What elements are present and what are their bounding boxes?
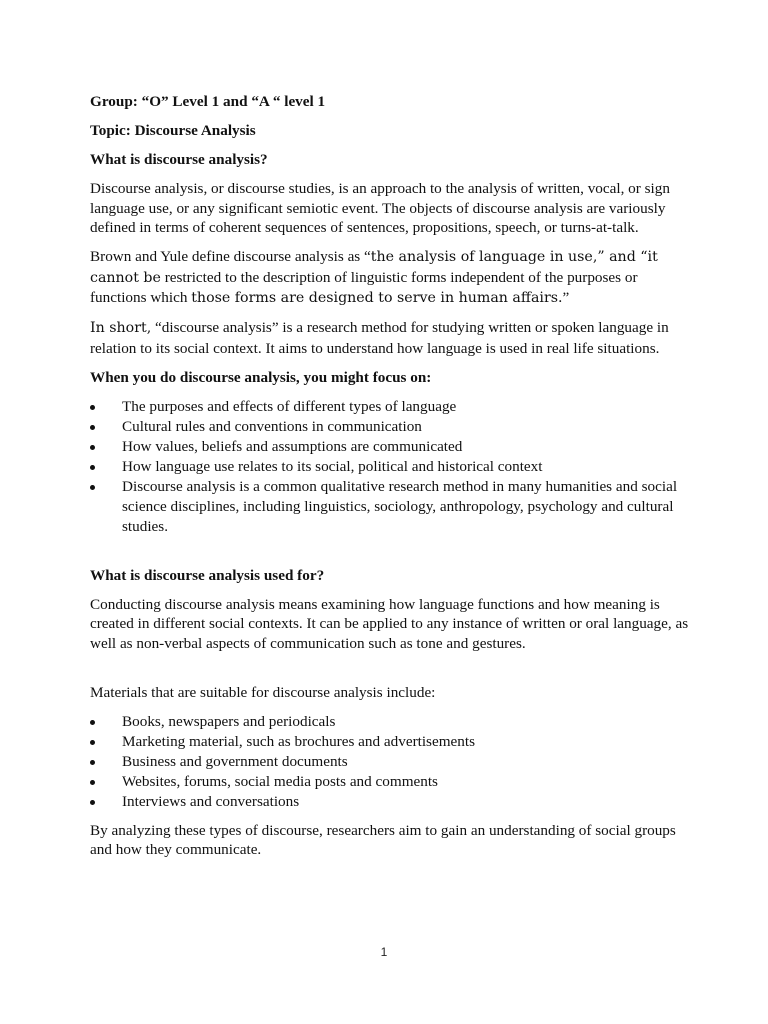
focus-heading: When you do discourse analysis, you might focus on: — [90, 368, 432, 386]
list-item — [90, 437, 690, 457]
question-heading-2: What is discourse analysis used for? — [90, 566, 325, 584]
list-item — [90, 772, 690, 792]
bullet-icon — [90, 445, 95, 450]
bullet-icon — [90, 465, 95, 470]
paragraph-brown-yule-part-3: restricted to the description of linguistic forms independent of the purposes or functions which — [90, 268, 638, 306]
spacer — [90, 546, 690, 566]
list-item — [90, 712, 690, 732]
bullet-icon — [90, 780, 95, 785]
document-page — [90, 92, 690, 869]
bullet-icon — [90, 405, 95, 410]
paragraph-in-short-part-1: In short, — [90, 320, 152, 336]
question-heading-1: What is discourse analysis? — [90, 151, 268, 168]
paragraph-brown-yule — [90, 247, 690, 309]
bullet-icon — [90, 485, 95, 490]
focus-list — [90, 397, 690, 537]
list-item — [90, 457, 690, 477]
bullet-icon — [90, 740, 95, 745]
list-item-text: Business and government documents — [122, 752, 348, 770]
list-item-text: Discourse analysis is a common qualitative research method in many humanities and social science disciplines, including linguistics, sociology, anthropology, psychology and cultural studies. — [122, 477, 678, 535]
list-item-text: How language use relates to its social, political and historical context — [122, 457, 543, 475]
paragraph-brown-yule-part-5: ” — [562, 289, 570, 306]
paragraph-conclusion: By analyzing these types of discourse, researchers aim to gain an understanding of social groups and how they communicate. — [90, 821, 676, 858]
list-item-text: Interviews and conversations — [122, 792, 300, 810]
group-heading: Group: “O” Level 1 and “A “ level 1 — [90, 93, 326, 110]
list-item-text: Books, newspapers and periodicals — [122, 712, 336, 730]
page-number: 1 — [380, 945, 388, 959]
list-item — [90, 477, 690, 537]
paragraph-definition: Discourse analysis, or discourse studies, is an approach to the analysis of written, vocal, or sign language use, or any significant semiotic event. The objects of discourse analysis are variously defined in terms of coherent sequences of sentences, propositions, speech, or turns-at-talk. — [90, 180, 670, 236]
list-item-text: Websites, forums, social media posts and comments — [122, 772, 438, 790]
list-item — [90, 792, 690, 812]
topic-heading: Topic: Discourse Analysis — [90, 122, 256, 139]
bullet-icon — [90, 760, 95, 765]
list-item-text: How values, beliefs and assumptions are communicated — [122, 437, 463, 455]
bullet-icon — [90, 720, 95, 725]
bullet-icon — [90, 425, 95, 430]
list-item — [90, 732, 690, 752]
paragraph-brown-yule-part-1: Brown and Yule define discourse analysis as “ — [90, 248, 371, 265]
paragraph-used-for: Conducting discourse analysis means examining how language functions and how meaning is created in different social contexts. It can be applied to any instance of written or oral language, as well as non-verbal aspects of communication such as tone and gestures. — [90, 595, 689, 652]
list-item — [90, 417, 690, 437]
list-item-text: The purposes and effects of different types of language — [122, 397, 457, 415]
bullet-icon — [90, 800, 95, 805]
paragraph-brown-yule-part-4: those forms are designed to serve in human affairs. — [191, 290, 563, 306]
paragraph-in-short-part-2: “discourse analysis” is a research method for studying written or spoken language in relation to its social context. It aims to understand how language is used in real life situations. — [90, 319, 669, 357]
paragraph-brown-yule-part-2: the analysis of language in use,” and “it cannot be — [90, 249, 658, 286]
materials-list — [90, 712, 690, 812]
list-item — [90, 397, 690, 417]
paragraph-in-short — [90, 318, 690, 358]
list-item-text: Marketing material, such as brochures and advertisements — [122, 732, 475, 750]
materials-intro: Materials that are suitable for discourse analysis include: — [90, 683, 436, 701]
spacer — [90, 663, 690, 683]
list-item — [90, 752, 690, 772]
list-item-text: Cultural rules and conventions in communication — [122, 417, 422, 435]
